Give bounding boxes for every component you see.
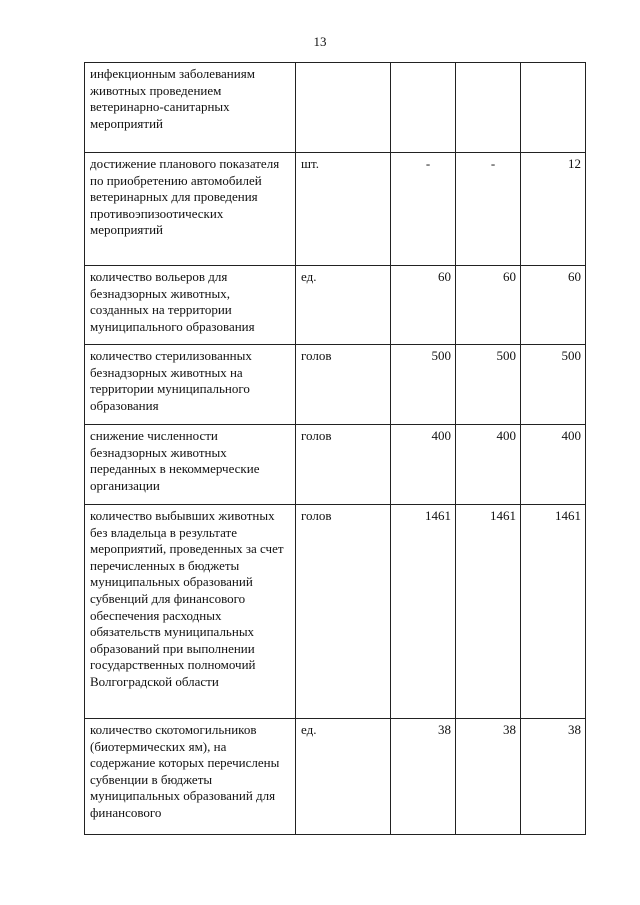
value-cell-year-3	[521, 63, 586, 153]
value-cell-year-3: 1461	[521, 505, 586, 719]
indicator-name: снижение численности безнадзорных животных переданных в некоммерческие организации	[85, 425, 296, 505]
indicator-name: количество выбывших животных без владельца в результате мероприятий, проведенных за счет перечисленных в бюджеты муниципальных образований субвенций для финансового обеспечения расходных обязательств муниципальных образований при выполнении государственных полномочий Волгоградской области	[85, 505, 296, 719]
value-cell-year-1: 400	[391, 425, 456, 505]
page-number: 13	[313, 34, 327, 49]
value-cell-year-2: 60	[456, 266, 521, 345]
indicator-name: достижение планового показателя по приобретению автомобилей ветеринарных для проведения противоэпизоотических мероприятий	[85, 153, 296, 266]
value-cell-year-2: 400	[456, 425, 521, 505]
value-cell-year-1: 500	[391, 345, 456, 425]
value-cell-year-1: 38	[391, 719, 456, 835]
value-cell-year-2	[456, 63, 521, 153]
indicators-table	[84, 62, 586, 835]
value-cell-year-3: 12	[521, 153, 586, 266]
value-cell-year-1: 1461	[391, 505, 456, 719]
value-cell-year-3: 38	[521, 719, 586, 835]
indicator-name: количество стерилизованных безнадзорных животных на территории муниципального образования	[85, 345, 296, 425]
value-cell-year-3: 60	[521, 266, 586, 345]
value-cell-year-3: 500	[521, 345, 586, 425]
value-cell-year-1: 60	[391, 266, 456, 345]
table-row	[85, 505, 586, 719]
unit-cell	[296, 63, 391, 153]
value-cell-year-1: -	[391, 153, 456, 266]
unit-cell: голов	[296, 345, 391, 425]
table-row	[85, 719, 586, 835]
table-row	[85, 425, 586, 505]
unit-cell: ед.	[296, 719, 391, 835]
indicator-name: инфекционным заболеваниям животных проведением ветеринарно-санитарных мероприятий	[85, 63, 296, 153]
table-row	[85, 345, 586, 425]
table-row	[85, 63, 586, 153]
value-cell-year-2: 500	[456, 345, 521, 425]
value-cell-year-3: 400	[521, 425, 586, 505]
value-cell-year-2: 38	[456, 719, 521, 835]
unit-cell: шт.	[296, 153, 391, 266]
indicator-name: количество скотомогильников (биотермических ям), на содержание которых перечислены субвенции в бюджеты муниципальных образований для финансового	[85, 719, 296, 835]
value-cell-year-1	[391, 63, 456, 153]
unit-cell: голов	[296, 505, 391, 719]
table-row	[85, 153, 586, 266]
indicator-name: количество вольеров для безнадзорных животных, созданных на территории муниципального образования	[85, 266, 296, 345]
table-row	[85, 266, 586, 345]
value-cell-year-2: 1461	[456, 505, 521, 719]
unit-cell: голов	[296, 425, 391, 505]
unit-cell: ед.	[296, 266, 391, 345]
value-cell-year-2: -	[456, 153, 521, 266]
